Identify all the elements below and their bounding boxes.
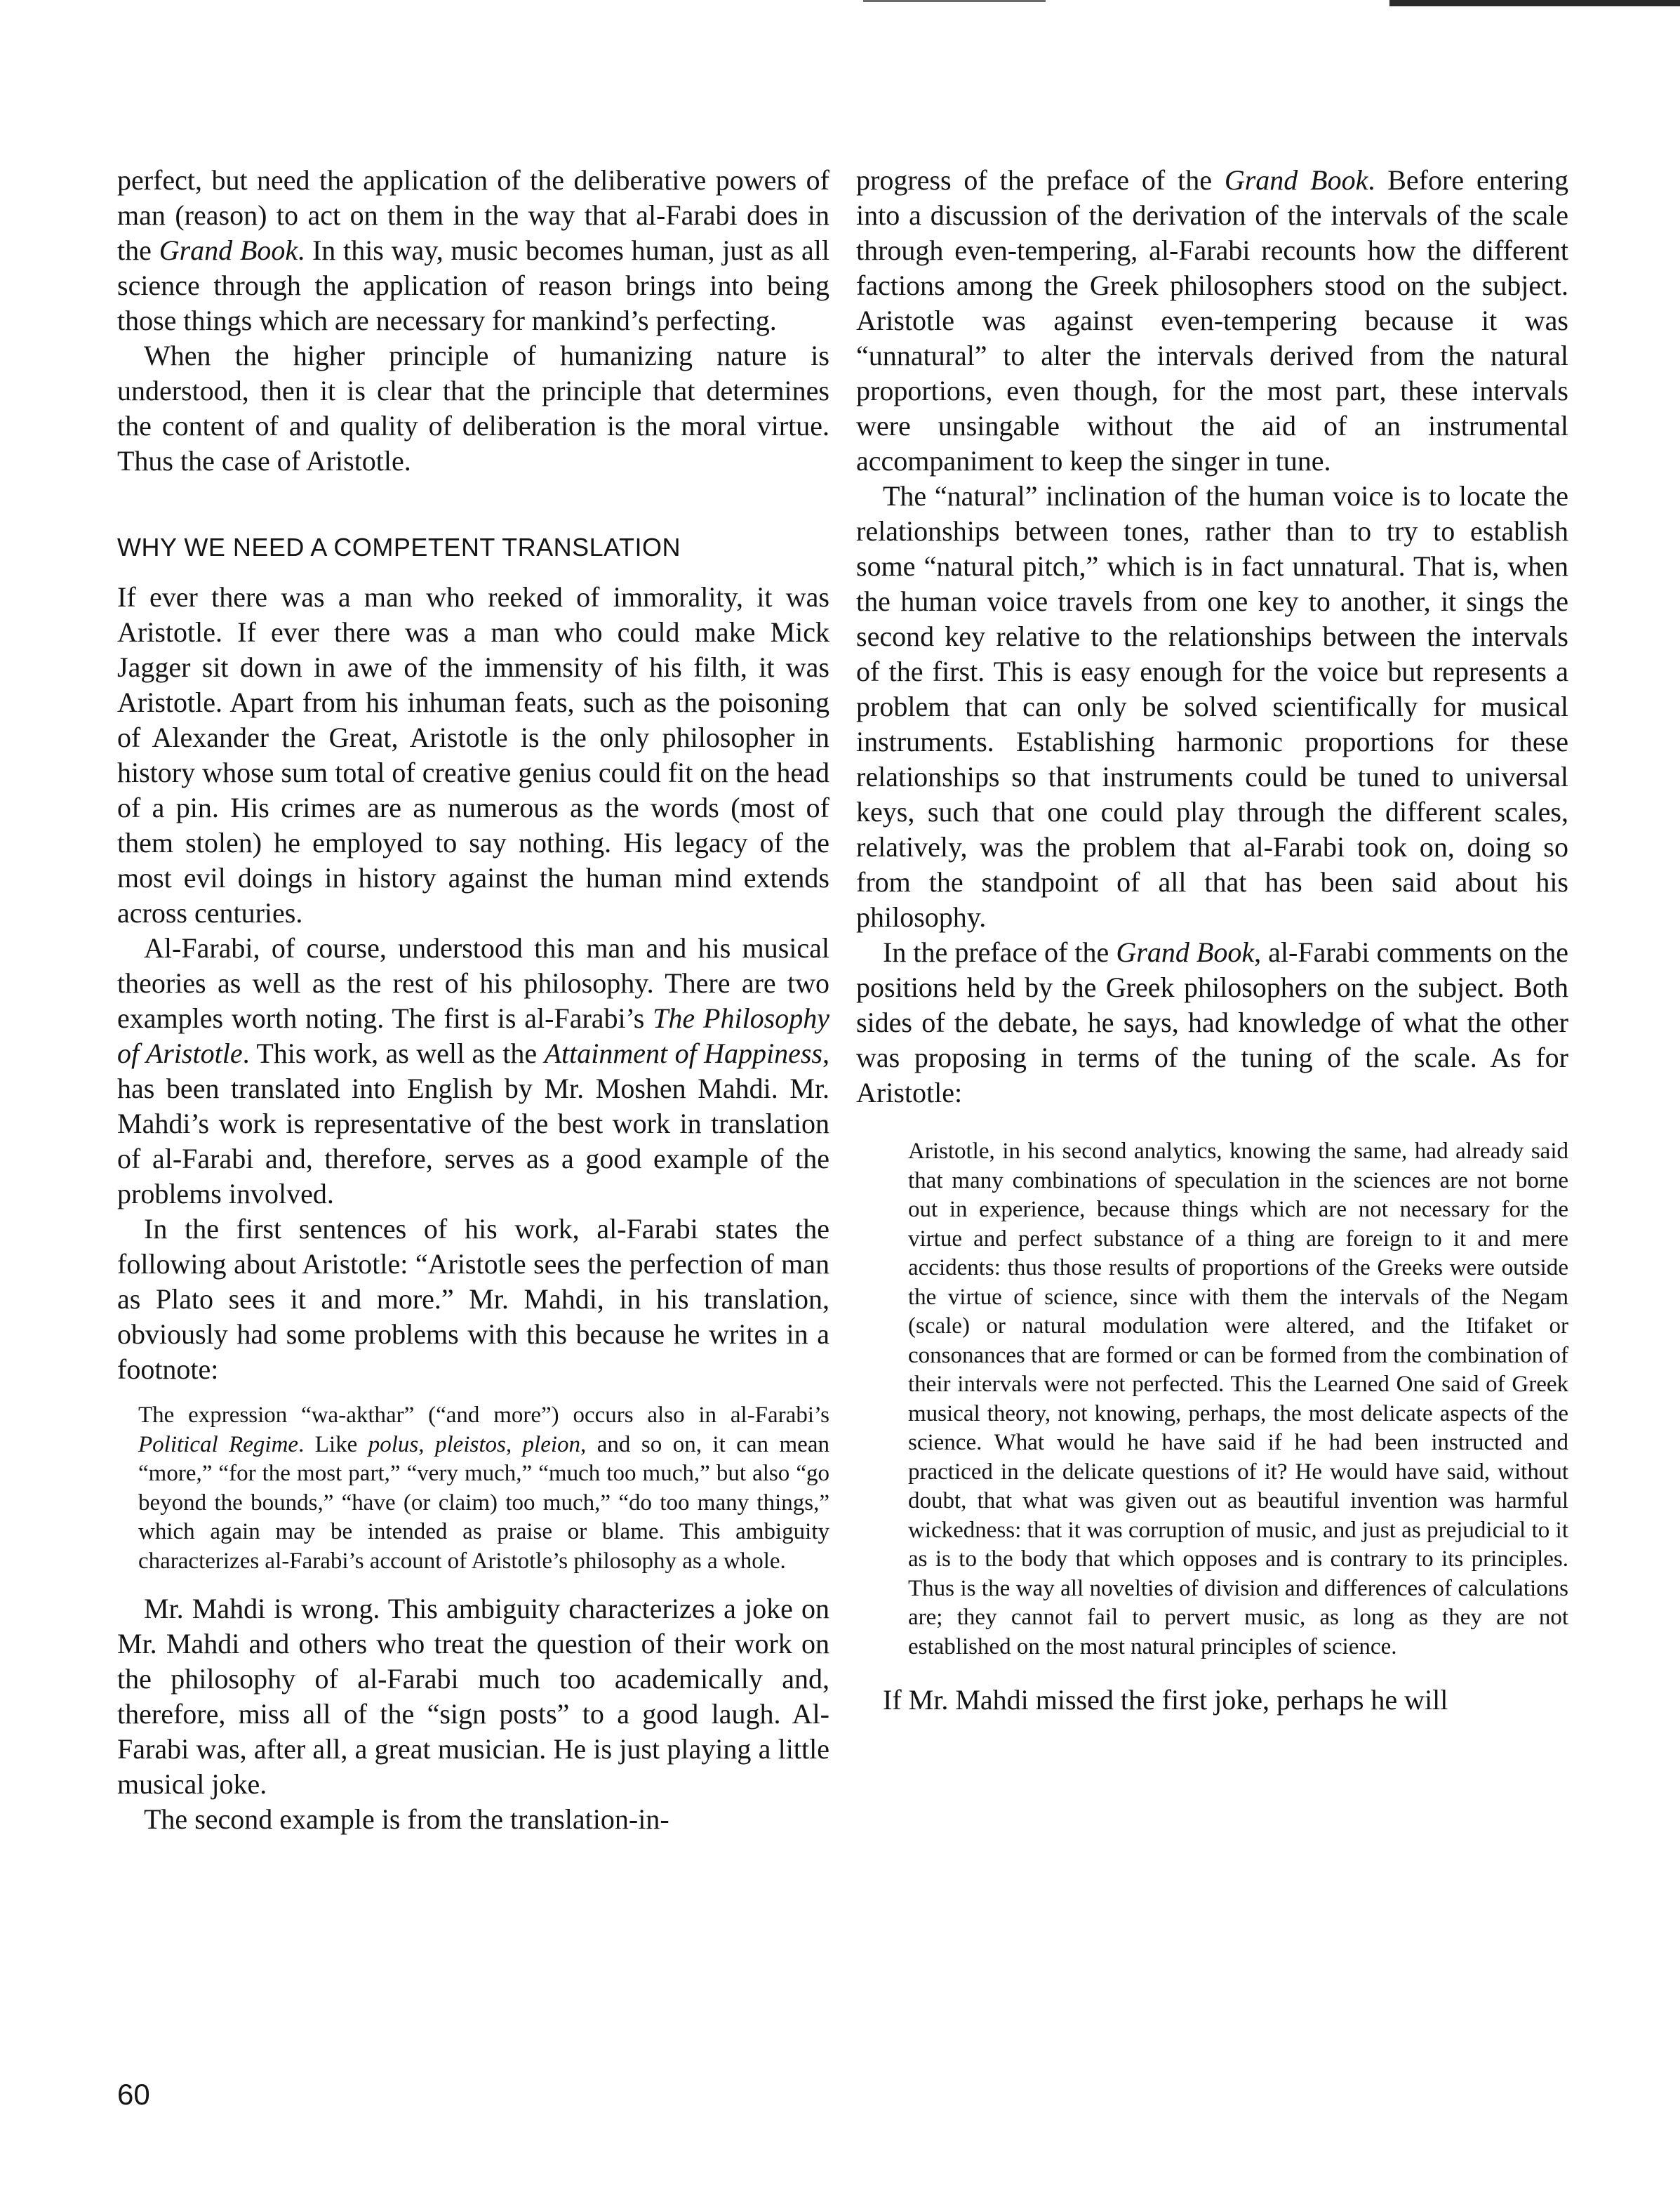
page-number: 60 xyxy=(117,2078,150,2111)
section-heading: WHY WE NEED A COMPETENT TRANSLATION xyxy=(117,533,681,562)
scan-mark-top-right xyxy=(1389,0,1680,6)
right-column xyxy=(856,163,1568,1718)
book-title: Grand Book xyxy=(1224,164,1368,196)
paragraph: If ever there was a man who reeked of immorality, it was Aristotle. If ever there was a man who could make Mick Jagger sit down in awe of the immensity of his filth, it was Aristotle. Apart from his inhuman feats, such as the poisoning of Alexander the Great, Aristotle is the only philosopher in history whose sum total of creative genius could fit on the head of a pin. His crimes are as numerous as the words (most of them stolen) he employed to say nothing. His legacy of the most evil doings in history against the human mind extends across centuries. xyxy=(117,581,829,929)
paragraph: Al-Farabi, of course, understood this man and his musical theories as well as the rest of his philosophy. There are two examples worth noting. The first is al-Farabi’s The Philosophy of Aristotle. This work, as well as the Attainment of Happiness, has been translated into English by Mr. Moshen Mahdi. Mr. Mahdi’s work is representative of the best work in translation of al-Farabi and, therefore, serves as a good example of the problems involved. xyxy=(117,932,829,1209)
paragraph: progress of the preface of the Grand Book. Before entering into a discussion of the derivation of the intervals of the scale through even-tempering, al-Farabi recounts how the different factions among the Greek philosophers stood on the subject. Aristotle was against even-tempering because it was “unnatural” to alter the intervals derived from the natural proportions, even though, for the most part, these intervals were unsingable without the aid of an instrumental accompaniment to keep the singer in tune. xyxy=(856,164,1569,477)
paragraph: When the higher principle of humanizing nature is understood, then it is clear that the principle that determines the content of and quality of deliberation is the moral virtue. Thus the case of Aristotle. xyxy=(117,340,829,477)
paragraph: In the first sentences of his work, al-Farabi states the following about Aristotle: “Aristotle sees the perfection of man as Plato sees it and more.” Mr. Mahdi, in his translation, obviously had some problems with this because he writes in a footnote: xyxy=(117,1213,829,1385)
paragraph: If Mr. Mahdi missed the first joke, perhaps he will xyxy=(883,1684,1448,1716)
greek-terms: polus, pleistos, pleion xyxy=(368,1431,581,1457)
paragraph: The second example is from the translation-in- xyxy=(144,1803,669,1835)
paragraph: perfect, but need the application of the deliberative powers of man (reason) to act on them in the way that al-Farabi does in the Grand Book. In this way, music becomes human, just as all science through the application of reason brings into being those things which are necessary for mankind’s perfecting. xyxy=(117,164,830,336)
book-title: Political Regime xyxy=(138,1431,299,1457)
paragraph: In the preface of the Grand Book, al-Farabi comments on the positions held by the Greek philosophers on the subject. Both sides of the debate, he says, had knowledge of what the other was proposing in terms of the tuning of the scale. As for Aristotle: xyxy=(856,936,1569,1108)
left-column xyxy=(117,163,829,1837)
book-title: Grand Book xyxy=(159,234,298,266)
paragraph: Mr. Mahdi is wrong. This ambiguity characterizes a joke on Mr. Mahdi and others who treat the question of their work on the philosophy of al-Farabi much too academically and, therefore, miss all of the “sign posts” to a good laugh. Al-Farabi was, after all, a great musician. He is just playing a little musical joke. xyxy=(117,1593,829,1800)
book-title: Attainment of Happiness xyxy=(544,1037,822,1069)
block-quote: The expression “wa-akthar” (“and more”) occurs also in al-Farabi’s Political Regime. Like polus, pleistos, pleion, and so on, it can mean “more,” “for the most part,” “very much,” “much too much,” but also “go beyond the bounds,” “have (or claim) too much,” “do too many things,” which again may be intended as praise or blame. This ambiguity characterizes al-Farabi’s account of Aristotle’s philosophy as a whole. xyxy=(138,1403,829,1574)
book-title: The Philosophy of Aristotle xyxy=(117,1002,829,1069)
book-title: Grand Book xyxy=(1116,936,1255,968)
block-quote: Aristotle, in his second analytics, knowing the same, had already said that many combinations of speculation in the sciences are not borne out in experience, because things which are not necessary for the virtue and perfect substance of a thing are foreign to it and mere accidents: thus those results of proportions of the Greeks were outside the virtue of science, since with them the intervals of the Negam (scale) or natural modulation were altered, and the Itifaket or consonances that are formed or can be formed from the combination of their intervals were not perfected. This the Learned One said of Greek musical theory, not knowing, perhaps, the most delicate aspects of the science. What would he have said if he had been instructed and practiced in the delicate questions of it? He would have said, without doubt, that what was given out as beautiful invention was harmful wickedness: that it was corruption of music, and just as prejudicial to it as is to the body that which opposes and is contrary to its principles. Thus is the way all novelties of division and differences of calculations are; they cannot fail to pervert music, as long as they are not established on the most natural principles of science. xyxy=(908,1139,1568,1659)
paragraph: The “natural” inclination of the human voice is to locate the relationships between tones, rather than to try to establish some “natural pitch,” which is in fact unnatural. That is, when the human voice travels from one key to another, it sings the second key relative to the relationships between the intervals of the first. This is easy enough for the voice but represents a problem that can only be solved scientifically for musical instruments. Establishing harmonic proportions for these relationships so that instruments could be tuned to universal keys, such that one could play through the different scales, relatively, was the problem that al-Farabi took on, doing so from the standpoint of all that has been said about his philosophy. xyxy=(856,480,1568,933)
scan-mark-top xyxy=(863,0,1046,2)
